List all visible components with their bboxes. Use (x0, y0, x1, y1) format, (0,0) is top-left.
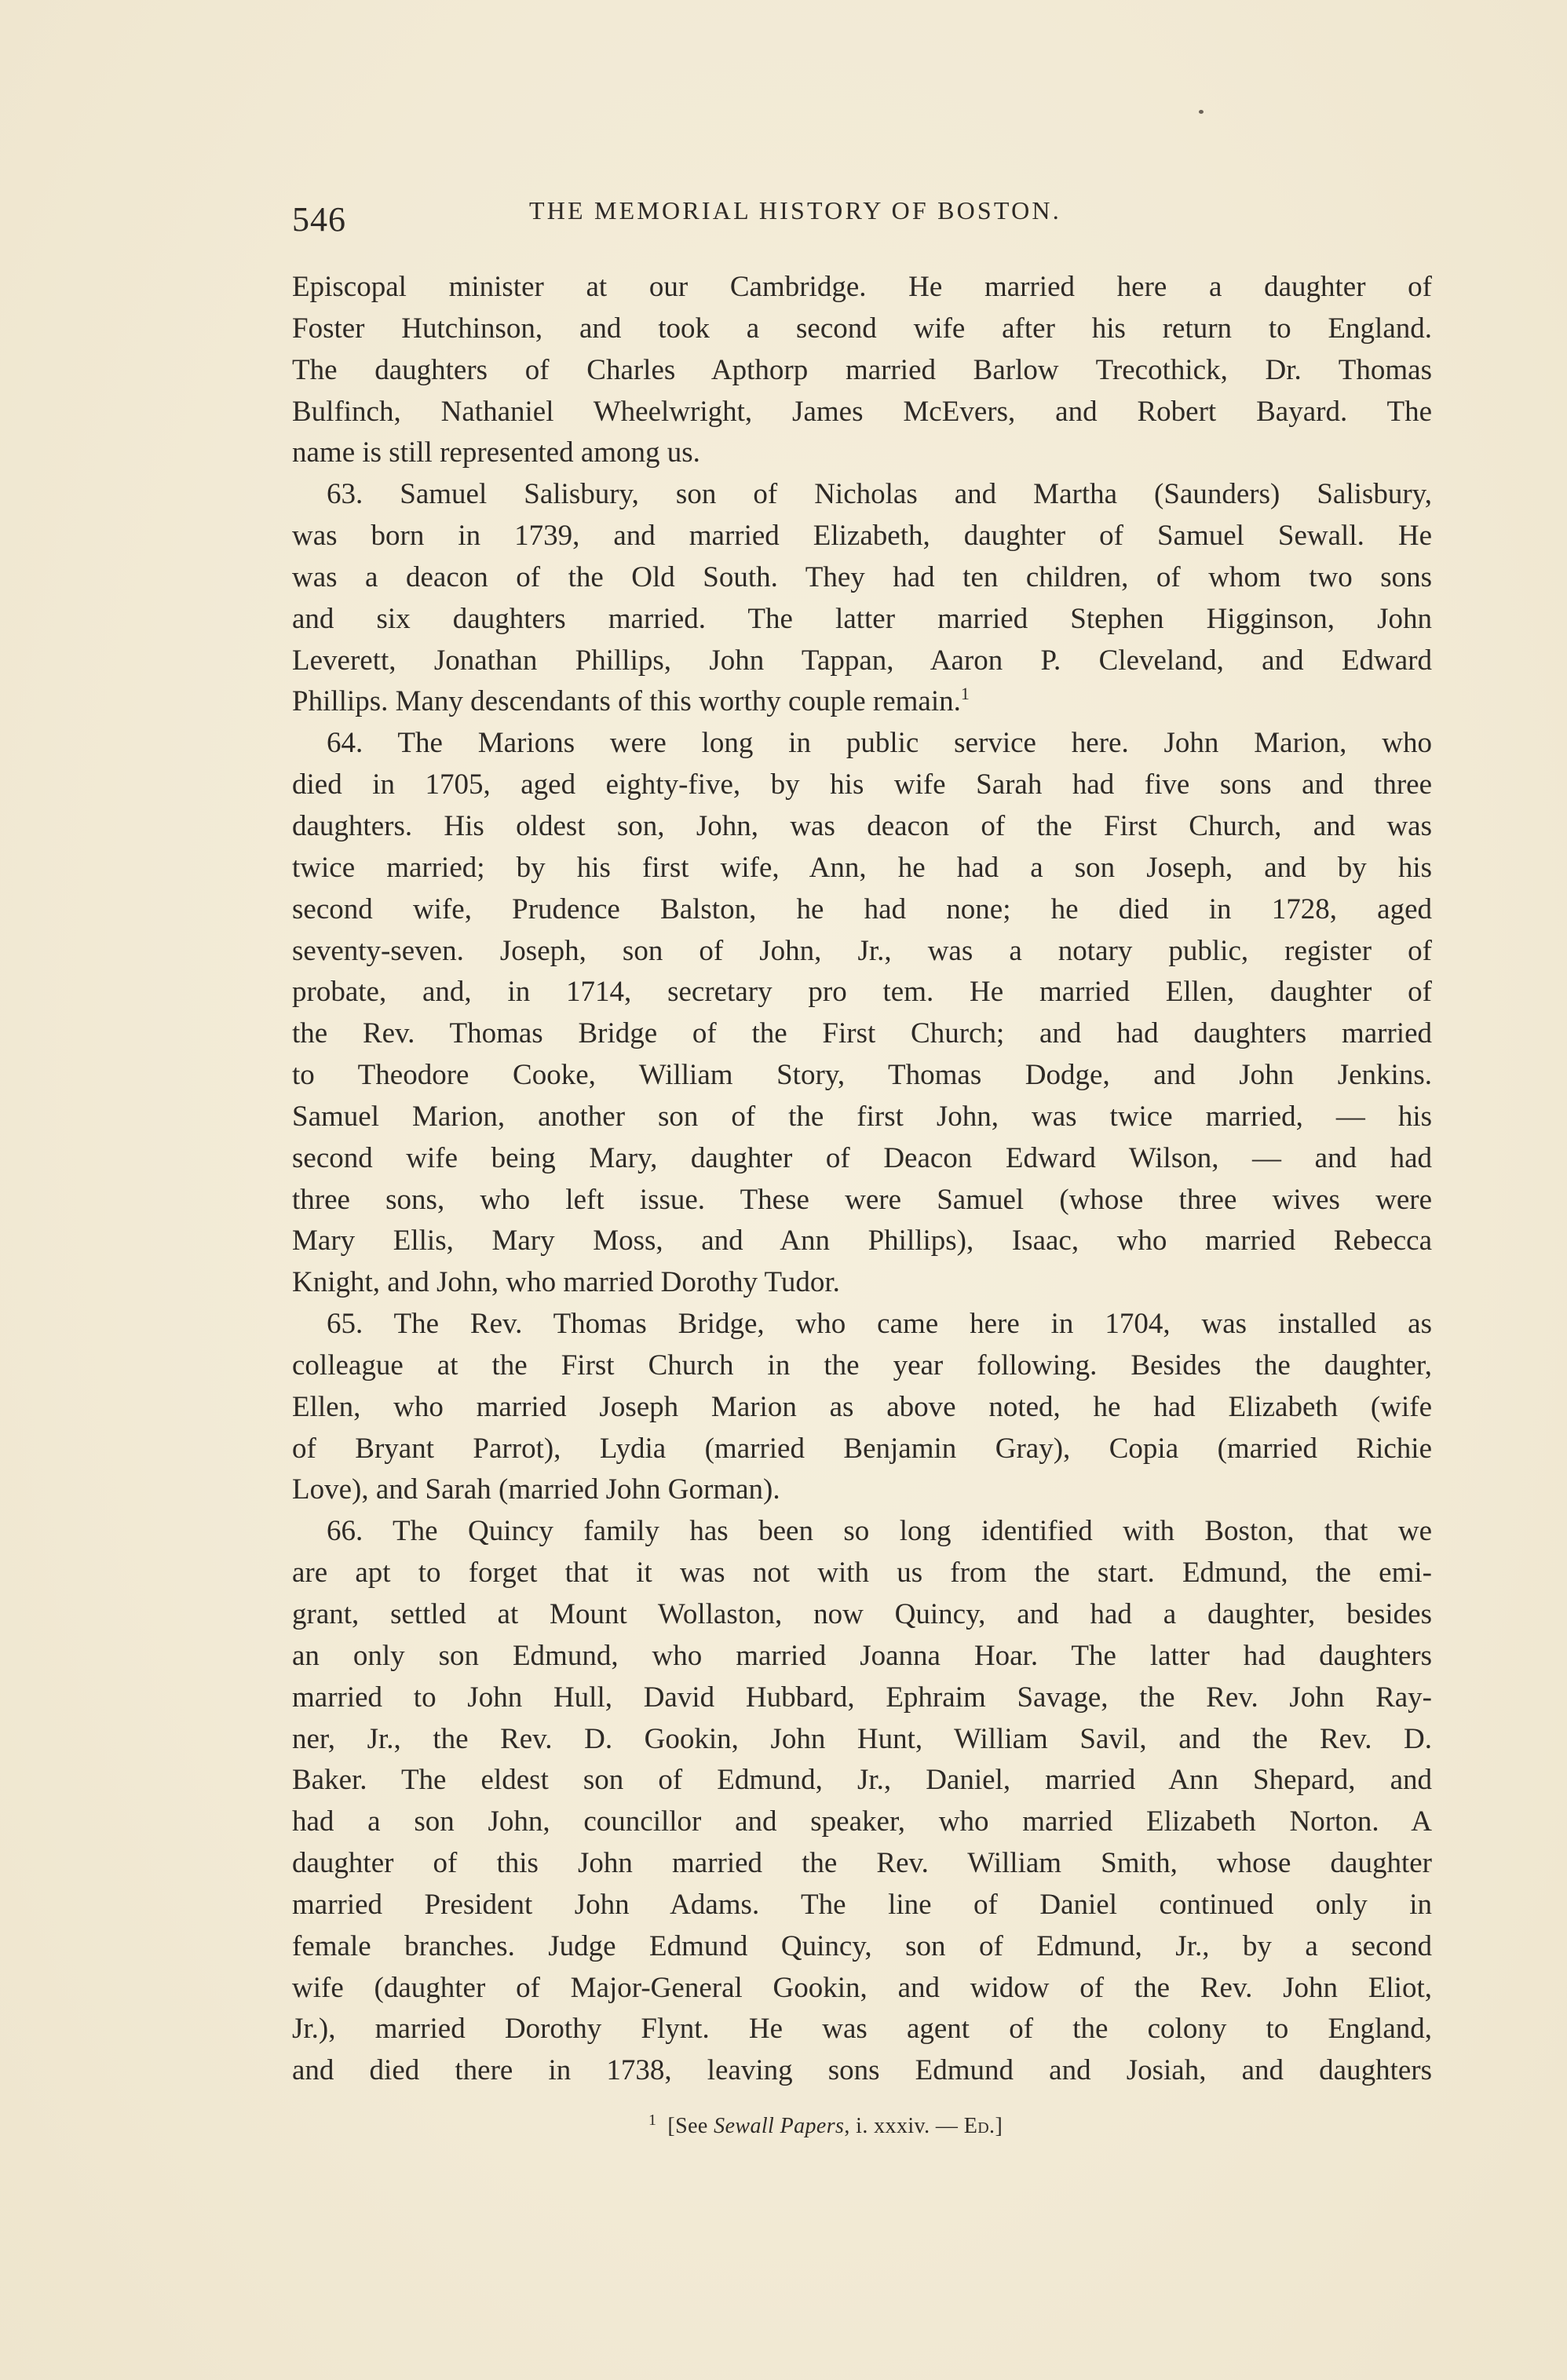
text-line: daughters. His oldest son, John, was deacon of the First Church, and was (292, 809, 1432, 842)
text-line-content: Phillips. Many descendants of this worthy couple remain. (292, 685, 961, 718)
footnote-work-title: Sewall Papers (714, 2114, 845, 2138)
text-line: Foster Hutchinson, and took a second wife after his return to England. (292, 312, 1432, 345)
text-line: and died there in 1738, leaving sons Edmund and Josiah, and daughters (292, 2054, 1432, 2087)
text-line: married to John Hull, David Hubbard, Ephraim Savage, the Rev. John Ray- (292, 1681, 1432, 1714)
text-line: wife (daughter of Major-General Gookin, and widow of the Rev. John Eliot, (292, 1971, 1432, 2004)
paragraph-65-start: 65. The Rev. Thomas Bridge, who came here in 1704, was installed as (327, 1308, 1432, 1341)
footnote (648, 2112, 1003, 2139)
print-speck (1199, 110, 1204, 114)
text-line: ner, Jr., the Rev. D. Gookin, John Hunt, William Savil, and the Rev. D. (292, 1722, 1432, 1755)
text-line: Samuel Marion, another son of the first John, was twice married, — his (292, 1100, 1432, 1133)
text-line: of Bryant Parrot), Lydia (married Benjamin Gray), Copia (married Richie (292, 1432, 1432, 1465)
footnote-prefix: [See (667, 2114, 714, 2138)
text-line: was born in 1739, and married Elizabeth, daughter of Samuel Sewall. He (292, 520, 1432, 553)
text-line: twice married; by his first wife, Ann, he had a son Joseph, and by his (292, 851, 1432, 884)
text-line: Knight, and John, who married Dorothy Tudor. (292, 1266, 840, 1299)
text-line: had a son John, councillor and speaker, who married Elizabeth Norton. A (292, 1805, 1432, 1838)
text-line: probate, and, in 1714, secretary pro tem. He married Ellen, daughter of (292, 976, 1432, 1009)
text-line: Mary Ellis, Mary Moss, and Ann Phillips), Isaac, who married Rebecca (292, 1225, 1432, 1258)
text-line: to Theodore Cooke, William Story, Thomas Dodge, and John Jenkins. (292, 1059, 1432, 1092)
text-line: colleague at the First Church in the year following. Besides the daughter, (292, 1349, 1432, 1382)
paragraph-63-start: 63. Samuel Salisbury, son of Nicholas and Martha (Saunders) Salisbury, (327, 478, 1432, 511)
text-line: an only son Edmund, who married Joanna Hoar. The latter had daughters (292, 1639, 1432, 1672)
text-line: Ellen, who married Joseph Marion as above noted, he had Elizabeth (wife (292, 1390, 1432, 1423)
text-line: name is still represented among us. (292, 436, 700, 469)
paragraph-66-start: 66. The Quincy family has been so long identified with Boston, that we (327, 1515, 1432, 1548)
text-line: was a deacon of the Old South. They had ten children, of whom two sons (292, 560, 1432, 593)
paragraph-64-start: 64. The Marions were long in public service here. John Marion, who (327, 727, 1432, 760)
page-number: 546 (292, 200, 346, 239)
text-line: Love), and Sarah (married John Gorman). (292, 1473, 780, 1506)
text-line: daughter of this John married the Rev. William Smith, whose daughter (292, 1847, 1432, 1880)
text-line: second wife being Mary, daughter of Deacon Edward Wilson, — and had (292, 1141, 1432, 1174)
body-text (292, 267, 1432, 2092)
footnote-mark: 1 (648, 2112, 657, 2129)
footnote-close: ] (995, 2114, 1003, 2138)
text-line: Leverett, Jonathan Phillips, John Tappan, Aaron P. Cleveland, and Edward (292, 644, 1432, 677)
text-line: Episcopal minister at our Cambridge. He married here a daughter of (292, 271, 1432, 303)
footnote-citation: , i. xxxiv. — (844, 2114, 964, 2138)
text-line: female branches. Judge Edmund Quincy, son of Edmund, Jr., by a second (292, 1929, 1432, 1962)
running-head: THE MEMORIAL HISTORY OF BOSTON. (529, 196, 1061, 224)
text-line: Jr.), married Dorothy Flynt. He was agent of the colony to England, (292, 2013, 1432, 2046)
text-line: three sons, who left issue. These were Samuel (whose three wives were (292, 1183, 1432, 1216)
text-line: are apt to forget that it was not with us from the start. Edmund, the emi- (292, 1557, 1432, 1590)
footnote-editor: Ed. (963, 2114, 995, 2138)
page-header (292, 196, 1442, 243)
text-line: second wife, Prudence Balston, he had none; he died in 1728, aged (292, 892, 1432, 925)
text-line: died in 1705, aged eighty-five, by his wife Sarah had five sons and three (292, 768, 1432, 801)
text-line: grant, settled at Mount Wollaston, now Quincy, and had a daughter, besides (292, 1598, 1432, 1630)
text-line: Bulfinch, Nathaniel Wheelwright, James McEvers, and Robert Bayard. The (292, 395, 1432, 428)
text-line: married President John Adams. The line of Daniel continued only in (292, 1888, 1432, 1921)
text-line: The daughters of Charles Apthorp married Barlow Trecothick, Dr. Thomas (292, 353, 1432, 386)
text-line-with-note (292, 681, 1432, 723)
text-line: Baker. The eldest son of Edmund, Jr., Daniel, married Ann Shepard, and (292, 1764, 1432, 1797)
text-line: and six daughters married. The latter married Stephen Higginson, John (292, 602, 1432, 635)
text-line: the Rev. Thomas Bridge of the First Church; and had daughters married (292, 1017, 1432, 1050)
text-line: seventy-seven. Joseph, son of John, Jr., was a notary public, register of (292, 934, 1432, 967)
footnote-reference: 1 (960, 684, 970, 704)
